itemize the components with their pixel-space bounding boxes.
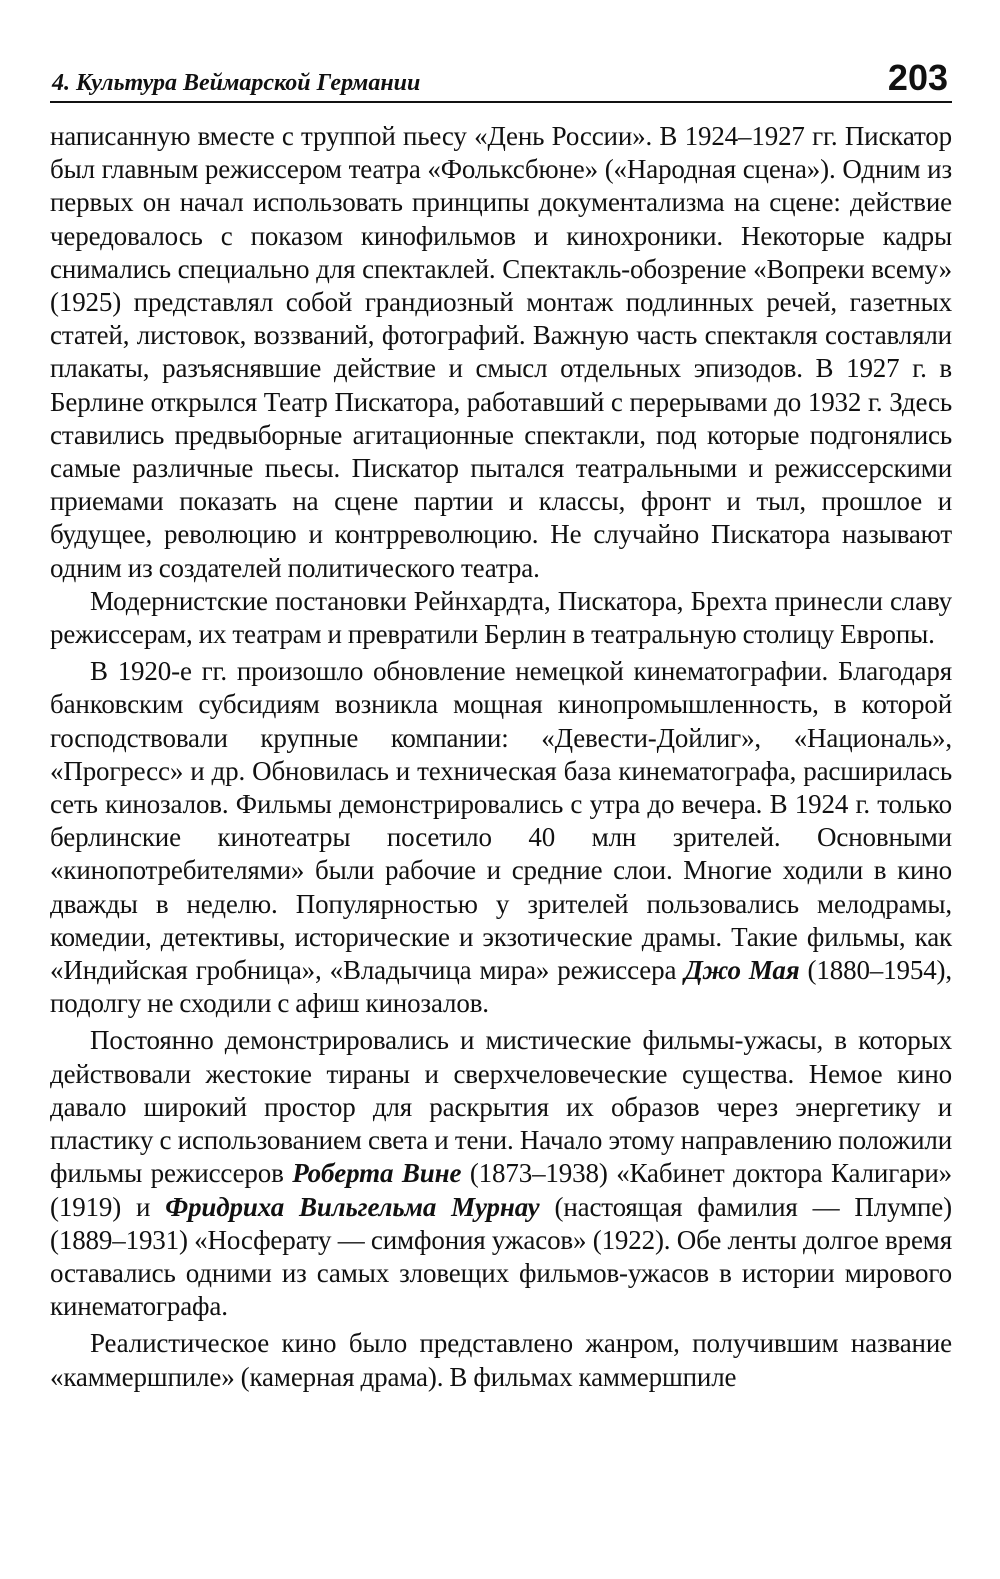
running-title: 4. Культура Веймарской Германии (52, 70, 421, 96)
page-number: 203 (887, 57, 948, 98)
person-name: Фридриха Вильгельма Мурнау (165, 1191, 540, 1222)
text-run: (настоящая фамилия — Плумпе) (1889–1931) «Носферату — симфония ужасов» (1922). Обе ленты долгое время оставались одними из самых зловещих фильмов-ужасов в истории мирового кинематографа. (50, 1191, 952, 1322)
header-rule (50, 101, 952, 103)
text-run: (1880–1954), подолгу не сходили с афиш кинозалов. (50, 955, 952, 1019)
text-run: (1873–1938) «Кабинет доктора Калигари» (1919) и (50, 1158, 952, 1222)
paragraph-2 (50, 585, 952, 651)
paragraph-5 (50, 1327, 952, 1393)
person-name: Джо Мая (684, 955, 800, 986)
paragraph-3 (50, 655, 952, 1020)
text-run: В 1920-е гг. произошло обновление немецкой кинематографии. Благодаря банковским субсидиям возникла мощная кинопромышленность, в которой господствовали крупные компании: «Девести-Дойлиг», «Националь», «Прогресс» и др. Обновилась и техническая база кинематографа, расширилась сеть кинозалов. Фильмы демонстрировались с утра до вечера. В 1924 г. только берлинские кинотеатры посетило 40 млн зрителей. Основными «кинопотребителями» были рабочие и средние слои. Многие ходили в кино дважды в неделю. Популярностью у зрителей пользовались мелодрамы, комедии, детективы, исторические и экзотические драмы. Такие фильмы, как «Индийская гробница», «Владычица мира» режиссера (50, 656, 952, 986)
text-run: Реалистическое кино было представлено жанром, получившим название «каммершпиле» (камерная драма). В фильмах каммершпиле (50, 1328, 952, 1392)
text-run: Модернистские постановки Рейнхардта, Пискатора, Брехта принесли славу режиссерам, их театрам и превратили Берлин в театральную столицу Европы. (50, 585, 952, 650)
text-run: Постоянно демонстрировались и мистические фильмы-ужасы, в которых действовали жестокие тираны и сверхчеловеческие существа. Немое кино давало широкий простор для раскрытия их образов через энергетику и пластику с использованием света и тени. Начало этому направлению положили фильмы режиссеров (50, 1025, 952, 1189)
body-text (50, 120, 952, 1394)
paragraph-4 (50, 1024, 952, 1323)
person-name: Роберта Вине (292, 1158, 462, 1189)
text-run: написанную вместе с труппой пьесу «День России». В 1924–1927 гг. Пискатор был главным режиссером театра «Фольксбюне» («Народная сцена»). Одним из первых он начал использовать принципы документализма на сцене: действие чередовалось с показом кинофильмов и кинохроники. Некоторые кадры снимались специально для спектаклей. Спектакль-обозрение «Вопреки всему» (1925) представлял собой грандиозный монтаж подлинных речей, газетных статей, листовок, воззваний, фотографий. Важную часть спектакля составляли плакаты, разъяснявшие действие и смысл отдельных эпизодов. В 1927 г. в Берлине открылся Театр Пискатора, работавший с перерывами до 1932 г. Здесь ставились предвыборные агитационные спектакли, под которые подгонялись самые различные пьесы. Пискатор пытался театральными и режиссерскими приемами показать на сцене партии и классы, фронт и тыл, прошлое и будущее, революцию и контрреволюцию. Не случайно Пискатора называют одним из создателей политического театра. (50, 121, 952, 583)
paragraph-1 (50, 120, 952, 585)
running-header (50, 57, 950, 100)
